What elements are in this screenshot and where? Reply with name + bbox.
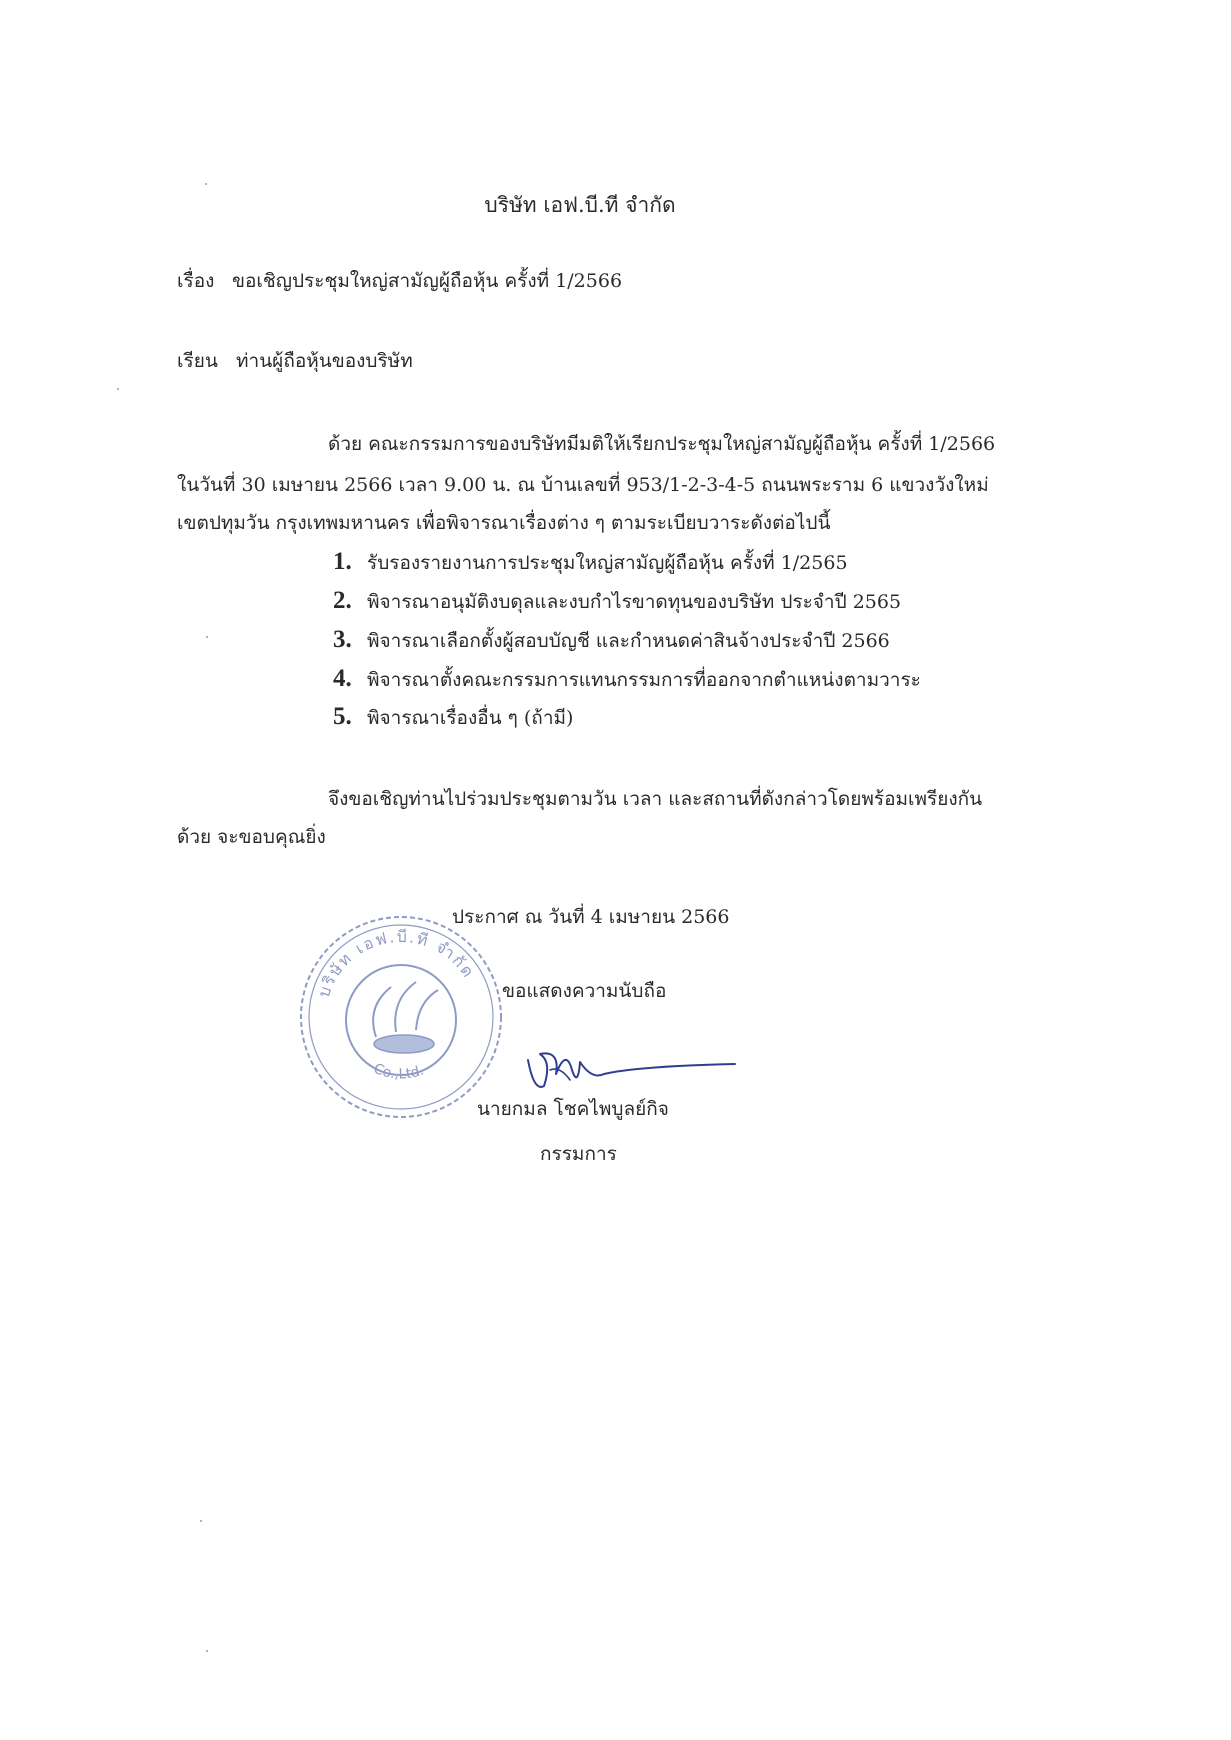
agenda-item-5: [333, 703, 573, 733]
regards-text: ขอแสดงความนับถือ: [502, 980, 667, 1002]
body-line-3: เขตปทุมวัน กรุงเทพมหานคร เพื่อพิจารณาเรื่องต่าง ๆ ตามระเบียบวาระดังต่อไปนี้: [177, 512, 831, 534]
svg-text:Co.,Ltd.: [371, 1061, 426, 1083]
agenda-text: พิจารณาอนุมัติงบดุลและงบกำไรขาดทุนของบริษัท ประจำปี 2565: [367, 591, 902, 613]
recipient-label: เรียน: [177, 350, 218, 372]
seal-bottom-text: Co.,Ltd.: [371, 1060, 427, 1083]
subject-text: ขอเชิญประชุมใหญ่สามัญผู้ถือหุ้น ครั้งที่ 1/2566: [232, 270, 623, 292]
seal-top-text: บริษัท เอฟ.บี.ที จำกัด: [313, 926, 479, 1000]
agenda-text: พิจารณาเรื่องอื่น ๆ (ถ้ามี): [367, 707, 574, 729]
agenda-item-1: [333, 548, 848, 578]
agenda-number: 3.: [333, 626, 352, 653]
agenda-number: 2.: [333, 587, 352, 614]
signer-title: กรรมการ: [540, 1143, 617, 1165]
recipient-text: ท่านผู้ถือหุ้นของบริษัท: [236, 350, 413, 372]
company-title: บริษัท เอฟ.บี.ที จำกัด: [484, 193, 676, 217]
agenda-number: 4.: [333, 665, 352, 692]
agenda-text: รับรองรายงานการประชุมใหญ่สามัญผู้ถือหุ้น ครั้งที่ 1/2565: [367, 552, 848, 574]
agenda-number: 5.: [333, 703, 352, 730]
agenda-item-4: [333, 665, 921, 695]
closing-line-2: ด้วย จะขอบคุณยิ่ง: [177, 826, 326, 848]
agenda-item-2: [333, 587, 901, 617]
subject-label: เรื่อง: [177, 270, 215, 292]
agenda-text: พิจารณาตั้งคณะกรรมการแทนกรรมการที่ออกจากตำแหน่งตามวาระ: [367, 669, 921, 691]
scan-speck: [206, 1650, 208, 1652]
body-line-1: ด้วย คณะกรรมการของบริษัทมีมติให้เรียกประชุมใหญ่สามัญผู้ถือหุ้น ครั้งที่ 1/2566: [328, 433, 996, 455]
announcement-date: ประกาศ ณ วันที่ 4 เมษายน 2566: [452, 906, 730, 928]
scan-speck: [206, 636, 208, 638]
scan-speck: [200, 1520, 202, 1522]
scan-speck: [117, 388, 119, 390]
agenda-text: พิจารณาเลือกตั้งผู้สอบบัญชี และกำหนดค่าสินจ้างประจำปี 2566: [367, 630, 890, 652]
handwritten-signature: [520, 1040, 740, 1100]
scan-speck: [205, 183, 207, 185]
agenda-number: 1.: [333, 548, 352, 575]
agenda-item-3: [333, 626, 890, 656]
company-seal-icon: [296, 912, 506, 1122]
body-line-2: ในวันที่ 30 เมษายน 2566 เวลา 9.00 น. ณ บ้านเลขที่ 953/1-2-3-4-5 ถนนพระราม 6 แขวงวังใหม่: [177, 474, 989, 496]
signer-name: นายกมล โชคไพบูลย์กิจ: [477, 1098, 669, 1120]
closing-line-1: จึงขอเชิญท่านไปร่วมประชุมตามวัน เวลา และสถานที่ดังกล่าวโดยพร้อมเพรียงกัน: [328, 788, 983, 810]
